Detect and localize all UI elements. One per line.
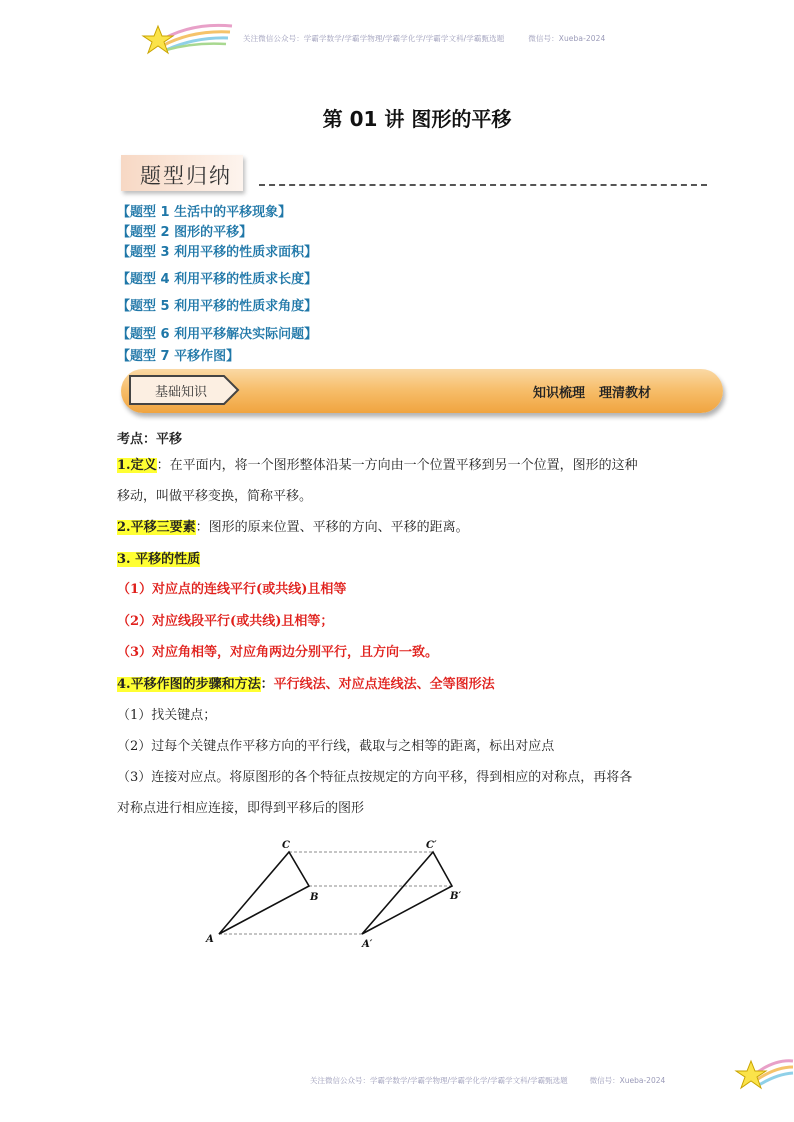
toc-item-7[interactable]: 【题型 7 平移作图】 — [117, 349, 240, 364]
property-heading: 3. 平移的性质 — [117, 552, 201, 567]
step-3-line-1: （3）连接对应点。将原图形的各个特征点按规定的方向平移，得到相应的对称点，再将各 — [117, 770, 633, 785]
page-title: 第 01 讲 图形的平移 — [322, 107, 512, 131]
translation-figure — [198, 830, 478, 955]
star-logo-icon-footer — [733, 1053, 794, 1095]
step-1: （1）找关键点； — [117, 708, 217, 723]
label-c: C — [282, 840, 290, 851]
label-b1: B′ — [450, 891, 462, 902]
steps-heading: 4.平移作图的步骤和方法：平行线法、对应点连线法、全等图形法 — [117, 677, 495, 692]
definition-line-2: 移动，叫做平移变换，简称平移。 — [117, 489, 313, 504]
label-c1: C′ — [426, 840, 437, 851]
definition-line-1: 1.定义：在平面内，将一个图形整体沿某一方向由一个位置平移到另一个位置，图形的这种 — [117, 458, 638, 473]
toc-item-3[interactable]: 【题型 3 利用平移的性质求面积】 — [117, 245, 318, 260]
banner-right-text: 知识梳理 理清教材 — [533, 386, 652, 401]
section-tag-label: 题型归纳 — [140, 164, 232, 188]
banner-tab-label: 基础知识 — [155, 385, 208, 400]
triangle-abc — [219, 852, 309, 934]
label-a1: A′ — [362, 939, 373, 950]
step-3-line-2: 对称点进行相应连接，即得到平移后的图形 — [117, 801, 365, 816]
kaodian-heading: 考点：平移 — [117, 432, 183, 447]
header-text: 关注微信公众号：学霸学数学/学霸学物理/学霸学化学/学霸学文科/学霸甄选题 微信号：Xueba-2024 — [243, 34, 606, 43]
toc-item-1[interactable]: 【题型 1 生活中的平移现象】 — [117, 205, 292, 220]
property-3: （3）对应角相等，对应角两边分别平行，且方向一致。 — [117, 645, 439, 660]
three-elements: 2.平移三要素：图形的原来位置、平移的方向、平移的距离。 — [117, 520, 469, 535]
toc-item-2[interactable]: 【题型 2 图形的平移】 — [117, 225, 253, 240]
toc-item-4[interactable]: 【题型 4 利用平移的性质求长度】 — [117, 272, 318, 287]
footer-text: 关注微信公众号：学霸学数学/学霸学物理/学霸学化学/学霸学文科/学霸甄选题 微信号：Xueba-2024 — [310, 1076, 666, 1085]
step-2: （2）过每个关键点作平移方向的平行线，截取与之相等的距离，标出对应点 — [117, 739, 555, 754]
star-logo-icon — [140, 18, 240, 60]
property-2: （2）对应线段平行(或共线)且相等； — [117, 614, 334, 629]
property-1: （1）对应点的连线平行(或共线)且相等 — [117, 582, 347, 597]
toc-item-6[interactable]: 【题型 6 利用平移解决实际问题】 — [117, 327, 318, 342]
label-b: B — [310, 892, 319, 903]
dashed-divider — [259, 184, 707, 186]
toc-item-5[interactable]: 【题型 5 利用平移的性质求角度】 — [117, 299, 318, 314]
label-a: A — [206, 934, 214, 945]
triangle-a1b1c1 — [362, 852, 452, 934]
